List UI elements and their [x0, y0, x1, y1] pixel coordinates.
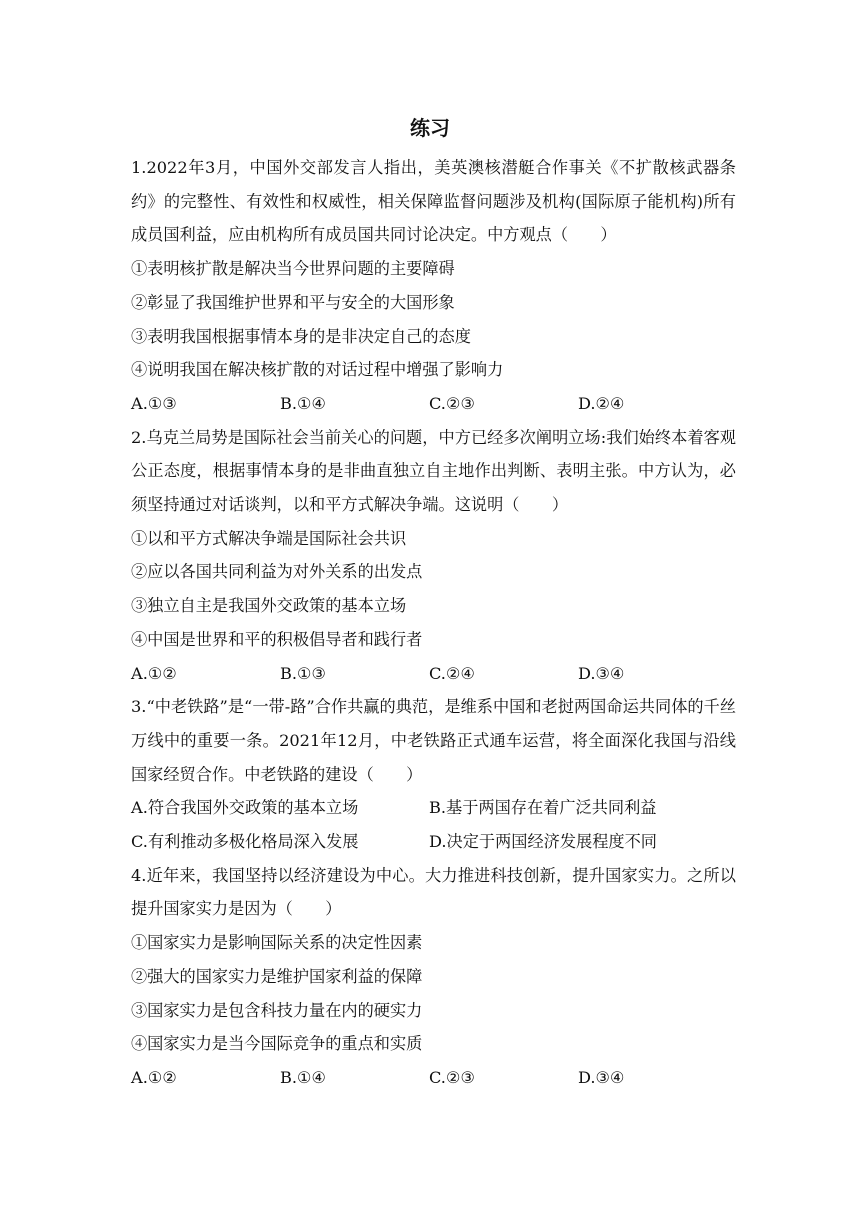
choice-a[interactable]: A.符合我国外交政策的基本立场	[131, 798, 359, 818]
choice-a[interactable]: A.①②	[131, 1067, 177, 1087]
choice-b[interactable]: B.①④	[280, 1067, 327, 1087]
answer-choices-row-1	[131, 791, 736, 825]
statement-3: ③独立自主是我国外交政策的基本立场	[131, 596, 407, 616]
choice-d[interactable]: D.决定于两国经济发展程度不同	[429, 832, 657, 852]
question-2	[131, 421, 736, 691]
question-3	[131, 690, 736, 859]
question-stem: 4.近年来，我国坚持以经济建设为中心。大力推进科技创新，提升国家实力。之所以提升国家实力是因为（ ）	[131, 865, 736, 919]
choice-d[interactable]: D.③④	[578, 663, 625, 683]
choice-a[interactable]: A.①③	[131, 393, 177, 413]
question-stem: 2.乌克兰局势是国际社会当前关心的问题，中方已经多次阐明立场:我们始终本着客观公正态度，根据事情本身的是非曲直独立自主地作出判断、表明主张。中方认为，必须坚持通过对话谈判，以和平方式解决争端。这说明（ ）	[131, 427, 736, 515]
statement-4: ④说明我国在解决核扩散的对话过程中增强了影响力	[131, 360, 504, 380]
question-1	[131, 151, 736, 421]
choice-c[interactable]: C.②④	[429, 663, 475, 683]
question-list	[131, 151, 736, 1095]
choice-b[interactable]: B.基于两国存在着广泛共同利益	[429, 798, 657, 818]
statement-3: ③国家实力是包含科技力量在内的硬实力	[131, 1000, 423, 1020]
statement-1: ①以和平方式解决争端是国际社会共识	[131, 528, 407, 548]
statement-2: ②彰显了我国维护世界和平与安全的大国形象	[131, 292, 455, 312]
choice-c[interactable]: C.有利推动多极化格局深入发展	[131, 832, 359, 852]
statement-2: ②应以各国共同利益为对外关系的出发点	[131, 562, 423, 582]
statement-1: ①表明核扩散是解决当今世界问题的主要障碍	[131, 259, 455, 279]
answer-choices	[131, 1061, 736, 1095]
question-4	[131, 859, 736, 1095]
answer-choices	[131, 657, 736, 691]
page-title: 练习	[410, 116, 450, 140]
answer-choices	[131, 387, 736, 421]
statement-2: ②强大的国家实力是维护国家利益的保障	[131, 966, 423, 986]
choice-c[interactable]: C.②③	[429, 1067, 475, 1087]
statement-3: ③表明我国根据事情本身的是非决定自己的态度	[131, 326, 471, 346]
choice-b[interactable]: B.①③	[280, 663, 327, 683]
answer-choices-row-2	[131, 825, 736, 859]
choice-a[interactable]: A.①②	[131, 663, 177, 683]
statement-4: ④国家实力是当今国际竞争的重点和实质	[131, 1034, 423, 1054]
statement-4: ④中国是世界和平的积极倡导者和践行者	[131, 629, 423, 649]
choice-d[interactable]: D.③④	[578, 1067, 625, 1087]
question-stem: 3.“中老铁路”是“一带-路”合作共赢的典范，是维系中国和老挝两国命运共同体的千丝万线中的重要一条。2021年12月，中老铁路正式通车运营，将全面深化我国与沿线国家经贸合作。中老铁路的建设（ ）	[131, 697, 736, 784]
question-stem: 1.2022年3月，中国外交部发言人指出，美英澳核潜艇合作事关《不扩散核武器条约》的完整性、有效性和权威性，相关保障监督问题涉及机构(国际原子能机构)所有成员国利益，应由机构所有成员国共同讨论决定。中方观点（ ）	[131, 158, 736, 245]
choice-b[interactable]: B.①④	[280, 393, 327, 413]
choice-d[interactable]: D.②④	[578, 393, 625, 413]
choice-c[interactable]: C.②③	[429, 393, 475, 413]
statement-1: ①国家实力是影响国际关系的决定性因素	[131, 933, 423, 953]
